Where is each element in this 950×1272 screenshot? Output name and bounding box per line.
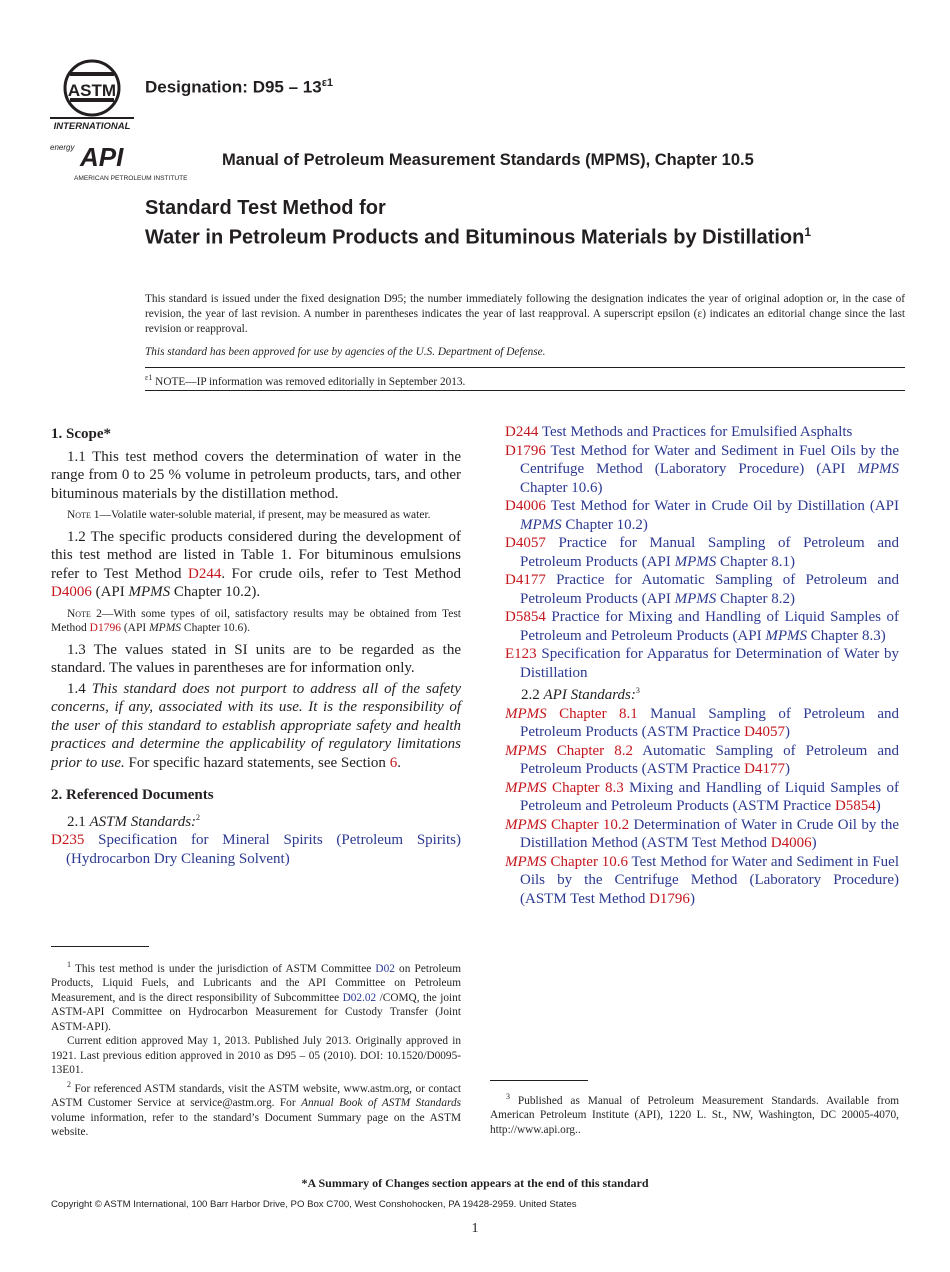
api-ref-item — [505, 705, 899, 742]
ref-e123 — [505, 645, 899, 682]
subsection-2-2-label: API Standards: — [543, 687, 636, 703]
footnote-1-b: on Petroleum Products, Liquid Fuels, and Lubricants and the API Committee on Petroleum Measurement, and is the direct responsibility of Subcommittee — [51, 962, 461, 1004]
api-ref-item — [505, 779, 899, 816]
api-ref-title[interactable]: Manual Sampling of Petroleum and Petroleum Products (ASTM Practice — [520, 705, 900, 740]
footnote-1-sup: 1 — [67, 960, 71, 969]
footnote-2 — [51, 1078, 461, 1140]
ref-tail: Chapter 8.2) — [716, 590, 795, 607]
issuance-statement: This standard is issued under the fixed designation D95; the number immediately following the designation indicates the year of original adoption or, in the case of revision, the year of last revision. A number in parentheses indicates the year of last reapproval. A superscript epsilon (ε) indicates an editorial change since the last revision or reapproval. — [145, 293, 905, 335]
api-ref-astm-link[interactable]: D5854 — [834, 798, 876, 814]
astm-logo-text: ASTM — [67, 81, 117, 100]
copyright-line: Copyright © ASTM International, 100 Barr Harbor Drive, PO Box C700, West Conshohocken, PA 19428-2959. United States — [51, 1199, 577, 1210]
note-1-label: Note 1 — [67, 509, 100, 521]
footnotes-right — [490, 1090, 899, 1137]
para-1-2-c: (API — [91, 584, 129, 600]
ref-tail: Chapter 8.3) — [807, 627, 886, 644]
para-1-2 — [51, 528, 461, 602]
api-ref-tail: ) — [689, 890, 695, 907]
footnote-1-c: /COMQ, the joint ASTM-API Committee on Hydrocarbon Measurement for Custody Transfer (Joint ASTM-API). — [51, 991, 461, 1033]
api-ref-title[interactable]: Determination of Water in Crude Oil by the Distillation Method (ASTM Test Method — [520, 816, 899, 851]
ref-code-link[interactable]: D4006 — [505, 498, 546, 514]
subsection-2-2-num: 2.2 — [521, 687, 544, 703]
api-ref-astm-link[interactable]: D4006 — [770, 835, 812, 851]
ref-title-link[interactable] — [520, 609, 899, 644]
section-2-heading: 2. Referenced Documents — [51, 787, 214, 803]
note-2-mpms: MPMS — [149, 622, 182, 634]
subsection-2-1 — [51, 809, 461, 832]
ref-title-link[interactable] — [538, 424, 852, 440]
ref-title-link[interactable] — [520, 646, 899, 681]
note-2 — [51, 607, 461, 636]
designation — [145, 77, 333, 98]
title-footnote-ref: 1 — [804, 225, 812, 239]
ref-code-link[interactable]: D244 — [505, 424, 539, 440]
api-ref-astm-link[interactable]: D4177 — [744, 761, 785, 777]
summary-of-changes-note: *A Summary of Changes section appears at the end of this standard — [301, 1176, 649, 1190]
designation-code: D95 – 13 — [252, 77, 322, 97]
ref-mpms: MPMS — [765, 627, 808, 644]
api-ref-mpms: MPMS — [505, 853, 547, 870]
footnote-1 — [51, 958, 461, 1034]
para-1-3: 1.3 The values stated in SI units are to be regarded as the standard. The values in parentheses are for information only. — [51, 641, 461, 676]
api-ref-chapter: Chapter 8.1 — [546, 705, 638, 722]
api-ref-tail: ) — [784, 724, 790, 740]
subsection-2-1-label: ASTM Standards: — [89, 813, 197, 830]
divider-top — [145, 367, 905, 368]
api-ref-mpms: MPMS — [505, 816, 547, 833]
mpms-chapter-header: Manual of Petroleum Measurement Standards (MPMS), Chapter 10.5 — [222, 151, 754, 169]
para-1-2-mpms: MPMS — [128, 584, 171, 600]
link-d0202[interactable]: D02.02 — [342, 991, 377, 1004]
ref-mpms: MPMS — [857, 461, 899, 477]
ref-title-text: Practice for Manual Sampling of Petroleum and Petroleum Products (API — [520, 535, 899, 570]
ref-mpms: MPMS — [674, 590, 717, 607]
footnote-2-b: volume information, refer to the standard’s Document Summary page on the ASTM website. — [51, 1111, 461, 1139]
title-line-2 — [145, 220, 905, 250]
ref-title-text: Test Method for Water in Crude Oil by Distillation (API — [545, 498, 899, 514]
astm-logo — [50, 58, 134, 132]
api-ref-chapter-link[interactable] — [505, 780, 624, 796]
api-ref-astm-link[interactable]: D4057 — [744, 724, 785, 740]
para-1-2-d: Chapter 10.2). — [170, 584, 261, 600]
api-logo-text: API — [80, 142, 124, 172]
footnote-2-sup: 2 — [67, 1079, 71, 1089]
ref-tail: Chapter 10.6) — [520, 479, 603, 496]
footnote-rule-right — [490, 1080, 588, 1081]
ref-title-link[interactable] — [520, 443, 899, 496]
link-d4006[interactable]: D4006 — [51, 584, 92, 600]
note-1-text: —Volatile water-soluble material, if present, may be measured as water. — [99, 509, 431, 521]
ref-d235 — [51, 831, 461, 868]
note-2-b: (API — [120, 622, 150, 634]
api-ref-chapter-link[interactable] — [505, 854, 628, 870]
api-reference-list — [505, 705, 899, 909]
footnote-3-text: Published as Manual of Petroleum Measurement Standards. Available from American Petroleum Institute (API), 1220 L. St., NW, Washington, DC 20005-4070, http://www.api.org.. — [490, 1094, 899, 1136]
ref-d4057 — [505, 534, 899, 571]
api-ref-mpms: MPMS — [505, 742, 547, 759]
api-ref-mpms: MPMS — [505, 779, 547, 796]
note-2-c: Chapter 10.6). — [181, 622, 251, 634]
footnote-1-a: This test method is under the jurisdiction of ASTM Committee — [71, 962, 376, 975]
right-column — [505, 423, 899, 908]
api-ref-chapter: Chapter 8.3 — [546, 779, 624, 796]
ref-code-link[interactable]: D1796 — [505, 442, 546, 459]
note-2-a: —With some types of oil, satisfactory results may be obtained from Test Method — [51, 607, 461, 634]
ref-d235-title[interactable]: Specification for Mineral Spirits (Petroleum Spirits) (Hydrocarbon Dry Cleaning Solvent) — [66, 832, 461, 867]
astm-reference-list — [505, 423, 899, 682]
ref-tail: Chapter 8.1) — [716, 553, 795, 570]
ref-title-link[interactable] — [520, 535, 899, 570]
footnote-2-a: For referenced ASTM standards, visit the ASTM website, www.astm.org, or contact ASTM Customer Service at service@astm.org. For — [51, 1082, 461, 1110]
epsilon-note — [145, 373, 465, 388]
subsection-2-2 — [505, 682, 899, 705]
epsilon-sup: ε1 — [145, 373, 153, 382]
ref-mpms: MPMS — [674, 553, 717, 570]
page-number: 1 — [471, 1221, 479, 1236]
para-1-2-a: 1.2 The specific products considered during the development of this test method are listed in Table 1. For bituminous emulsions refer to Test Method — [51, 528, 461, 582]
api-ref-chapter-link[interactable] — [505, 817, 629, 833]
ref-d1796 — [505, 442, 899, 498]
ref-title-link[interactable] — [520, 498, 899, 533]
ref-d244 — [505, 423, 899, 442]
link-d02[interactable]: D02 — [375, 962, 395, 975]
api-ref-item — [505, 853, 899, 909]
api-logo-subtext: AMERICAN PETROLEUM INSTITUTE — [74, 175, 188, 182]
api-ref-mpms: MPMS — [505, 705, 547, 722]
footnote-3-sup: 3 — [506, 1092, 510, 1101]
subsection-2-1-num: 2.1 — [67, 813, 90, 830]
para-1-4-c: . — [397, 754, 401, 771]
api-ref-chapter: Chapter 10.2 — [546, 816, 630, 833]
ref-code-link[interactable]: E123 — [505, 646, 537, 662]
section-1-heading: 1. Scope* — [51, 426, 111, 442]
link-d1796-note[interactable]: D1796 — [89, 622, 121, 634]
para-1-4-b: For specific hazard statements, see Section — [124, 754, 390, 771]
title-line-1: Standard Test Method for — [145, 197, 386, 219]
link-d244[interactable]: D244 — [187, 565, 222, 582]
document-title — [145, 196, 905, 250]
designation-sup: ε1 — [321, 77, 334, 89]
subsection-2-1-sup: 2 — [196, 812, 201, 822]
api-ref-item — [505, 742, 899, 779]
ref-d4006 — [505, 497, 899, 534]
api-ref-chapter-link[interactable] — [505, 743, 633, 759]
api-ref-title[interactable]: Mixing and Handling of Liquid Samples of Petroleum and Petroleum Products (ASTM Practice — [520, 779, 899, 814]
ref-d4177 — [505, 571, 899, 608]
ref-code-link[interactable]: D4057 — [505, 535, 546, 551]
dod-approval: This standard has been approved for use by agencies of the U.S. Department of Defense. — [145, 346, 546, 358]
ref-mpms: MPMS — [520, 516, 562, 533]
ref-title-text: Practice for Automatic Sampling of Petroleum and Petroleum Products (API — [520, 572, 899, 607]
ref-title-text: Test Methods and Practices for Emulsified Asphalts — [538, 424, 853, 440]
api-ref-title[interactable]: Test Method for Water and Sediment in Fuel Oils by the Centrifuge Method (Laboratory Procedure) (ASTM Test Method — [520, 853, 899, 907]
astm-logo-subtext: INTERNATIONAL — [53, 121, 131, 132]
title-main: Water in Petroleum Products and Bituminous Materials by Distillation — [145, 226, 805, 249]
ref-d5854 — [505, 608, 899, 645]
api-ref-tail: ) — [784, 761, 790, 777]
footnote-1-approval: Current edition approved May 1, 2013. Published July 2013. Originally approved in 1921. Last previous edition approved in 2010 as D95 – 05 (2010). DOI: 10.1520/D0095-13E01. — [51, 1035, 461, 1077]
ref-tail: Chapter 10.2) — [561, 516, 648, 533]
left-column — [51, 423, 461, 868]
api-logo-energy: energy — [50, 143, 75, 152]
subsection-2-2-sup: 3 — [635, 686, 640, 695]
api-ref-tail: ) — [811, 835, 817, 851]
para-1-4 — [51, 680, 461, 773]
para-1-4-italic: This standard does not purport to address all of the safety concerns, if any, associated with its use. It is the responsibility of the user of this standard to establish appropriate safety and health practices and determine the applicability of regulatory limitations prior to use. — [51, 680, 462, 771]
api-ref-astm-link[interactable]: D1796 — [649, 890, 690, 907]
note-2-label: Note 2 — [67, 607, 102, 620]
link-d235[interactable]: D235 — [51, 832, 85, 848]
footnote-3 — [490, 1090, 899, 1137]
epsilon-note-text: NOTE—IP information was removed editorially in September 2013. — [152, 375, 466, 388]
designation-label: Designation: — [145, 77, 248, 97]
api-ref-title[interactable]: Automatic Sampling of Petroleum and Petroleum Products (ASTM Practice — [520, 742, 899, 777]
para-1-2-b: . For crude oils, refer to Test Method — [221, 565, 461, 582]
api-ref-chapter-link[interactable] — [505, 706, 638, 722]
note-1 — [51, 508, 461, 523]
para-1-4-num: 1.4 — [67, 680, 92, 697]
footnote-2-italic: Annual Book of ASTM Standards — [301, 1097, 461, 1110]
ref-title-text: Test Method for Water and Sediment in Fuel Oils by the Centrifuge Method (Laboratory Procedure) (API — [520, 442, 899, 477]
api-ref-item — [505, 816, 899, 853]
ref-code-link[interactable]: D5854 — [505, 609, 546, 625]
ref-title-text: Specification for Apparatus for Determination of Water by Distillation — [520, 646, 899, 681]
api-ref-chapter: Chapter 10.6 — [546, 853, 629, 870]
ref-title-link[interactable] — [520, 572, 899, 607]
ref-title-text: Practice for Mixing and Handling of Liquid Samples of Petroleum and Petroleum Products (API — [520, 609, 899, 644]
footnote-rule-left — [51, 946, 149, 947]
link-section-6[interactable]: 6 — [389, 754, 398, 771]
divider-bottom — [145, 390, 905, 391]
api-ref-chapter: Chapter 8.2 — [546, 742, 633, 759]
api-ref-tail: ) — [875, 798, 881, 814]
api-logo — [50, 140, 212, 184]
footnotes-left — [51, 958, 461, 1140]
para-1-1: 1.1 This test method covers the determination of water in the range from 0 to 25 % volume in petroleum products, tars, and other bituminous materials by the distillation method. — [51, 448, 461, 502]
ref-code-link[interactable]: D4177 — [505, 572, 546, 588]
